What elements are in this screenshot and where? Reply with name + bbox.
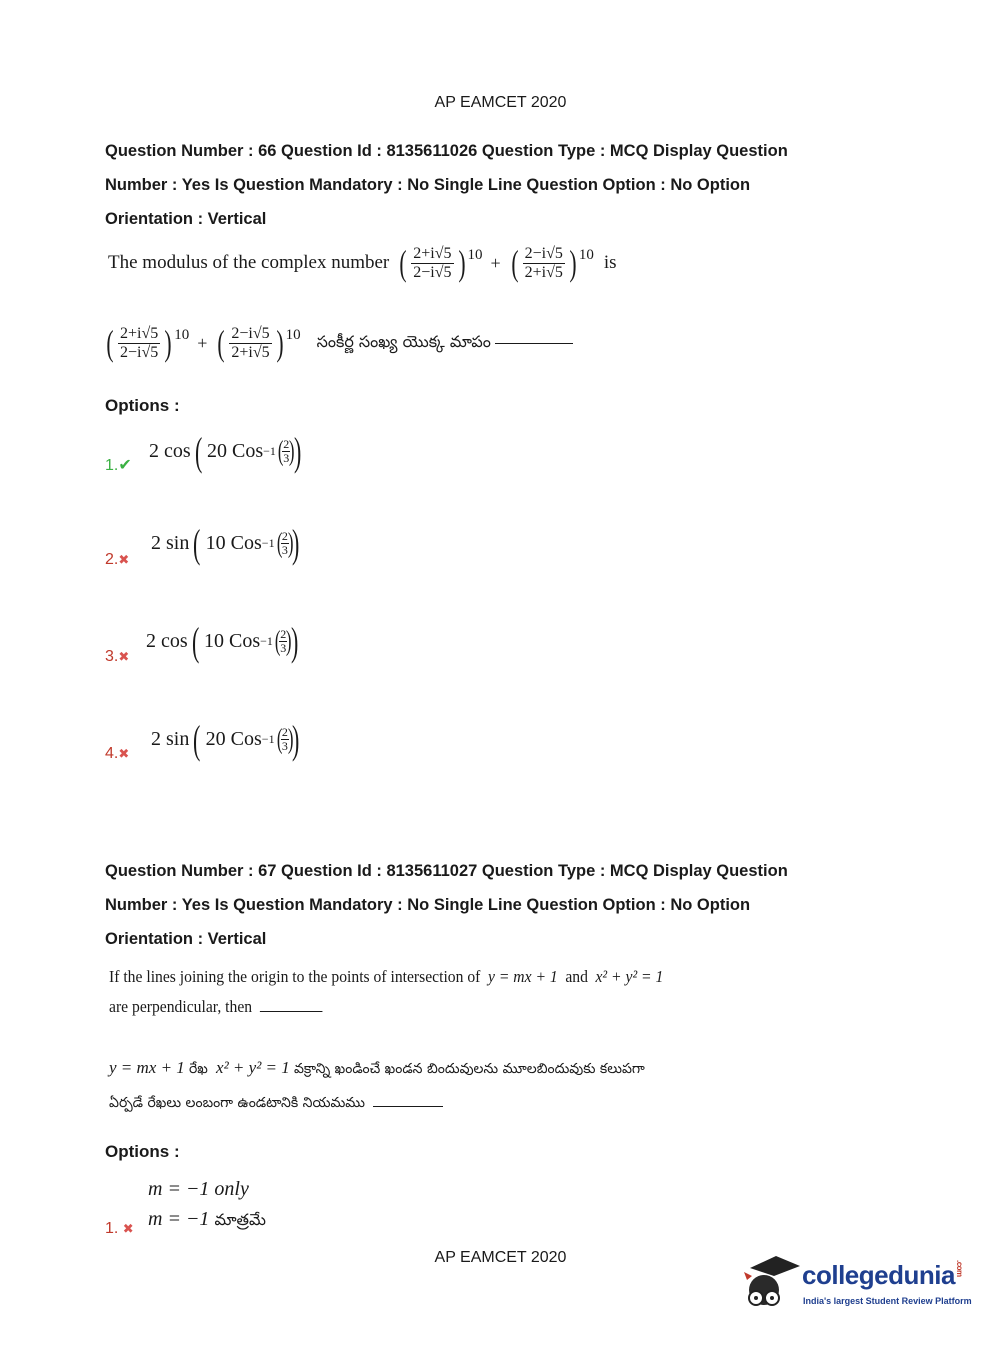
option-frac-num: 2 [281,725,288,740]
option-frac-num: 2 [280,627,287,642]
q67-meta [105,854,895,956]
option-number: 4. [105,745,119,762]
frac1-den: 2−i√5 [413,263,452,281]
answer-blank [373,1105,443,1107]
option-inverse: Cos [230,728,262,750]
q66-question-en [108,242,617,284]
q67-eq1: y = mx + 1 [487,967,558,986]
option-inverse-sup: −1 [260,634,273,648]
option-inverse-sup: −1 [261,732,275,746]
q66-option-3-number [105,648,129,666]
q66-text-en: The modulus of the complex number [108,252,390,273]
q66-option-1: 2 cos ( 20 Cos −1 ( $\frac{2}{3}$ ) ) [149,429,301,474]
q66-meta-line1: Question Number : 66 Question Id : 8135611026 Question Type : MCQ Display Question [105,142,788,160]
option-frac-num: 2 [283,437,290,452]
q67-line1-text: If the lines joining the origin to the points of intersection of [109,967,481,986]
option-function: 2 cos [146,630,188,652]
q67-opt1-en: m = −1 only [148,1178,249,1200]
q66-option-3: 2 cos ( 10 Cos −1 ( $\frac{2}{3}$ ) ) [146,619,298,664]
q66-options-label: Options : [105,396,180,415]
option-number: 1. [105,1220,119,1237]
option-coefficient: 10 [204,630,224,652]
q66-option-2: 2 sin ( 10 Cos −1 ( $\frac{2}{3}$ ) ) [151,521,300,566]
q67-meta-line2: Number : Yes Is Question Mandatory : No Single Line Question Option : No Option [105,896,751,914]
option-function: 2 sin [151,532,190,554]
q67-te-b: వక్రాన్ని ఖండించే ఖండన బిందువులను మూలబిందువుకు కలుపగా [293,1061,645,1077]
cross-icon: ✖ [122,1221,134,1236]
option-inverse-sup: −1 [261,536,275,550]
answer-blank [260,1010,323,1012]
q67-opt1-te: మాత్రమే [214,1210,266,1229]
q67-te-eq1: y = mx + 1 [109,1058,185,1077]
q66-expression-en: ( $\frac{2+i√5}{2-i√5}$ ) 10 + ( $\frac{2-i√5}{2+i√5}$ ) 10 [399,243,594,283]
q67-meta-line1: Question Number : 67 Question Id : 8135611027 Question Type : MCQ Display Question [105,862,788,880]
option-coefficient: 10 [205,532,226,554]
frac2-num: 2−i√5 [524,244,563,262]
frac1-den: 2−i√5 [120,343,159,361]
option-inverse: Cos [232,440,264,462]
cross-icon: ✖ [118,552,130,567]
plus-sign: + [197,332,208,353]
collegedunia-logo [742,1250,972,1322]
q67-options-label: Options : [105,1142,180,1161]
q67-te-a: రేఖ [188,1061,208,1077]
logo-name: collegedunia [802,1260,955,1290]
q67-line2-text: are perpendicular, then [109,997,253,1016]
frac2-num: 2−i√5 [231,324,270,342]
q67-question-te [109,1046,645,1125]
q66-expression-te: ( $\frac{2+i√5}{2-i√5}$ ) 10 + ( $\frac{2-i√5}{2+i√5}$ ) 10 [106,323,301,363]
option-coefficient: 20 [207,440,227,462]
check-icon: ✔ [118,457,132,474]
option-frac-den: 3 [281,739,288,753]
frac2-den: 2+i√5 [231,343,270,361]
plus-sign: + [490,252,501,273]
power: 10 [578,246,594,263]
cross-icon: ✖ [118,649,130,664]
q66-text-en-end: is [603,252,617,273]
logo-suffix: .com [954,1260,964,1277]
cross-icon: ✖ [118,746,130,761]
option-inverse: Cos [230,532,262,554]
option-number: 3. [105,648,119,665]
q67-and: and [565,967,588,986]
q67-option-1-number [105,1220,134,1238]
option-coefficient: 20 [205,728,226,750]
q66-text-te: సంకీర్ణ సంఖ్య యొక్క మాపం [316,331,491,351]
option-function: 2 cos [149,440,191,462]
q66-option-4: 2 sin ( 20 Cos −1 ( $\frac{2}{3}$ ) ) [151,717,300,762]
option-number: 1. [105,457,119,474]
q66-meta-line2: Number : Yes Is Question Mandatory : No Single Line Question Option : No Option [105,176,751,194]
option-frac-den: 3 [280,641,287,655]
q66-question-te [104,322,573,364]
option-inverse: Cos [229,630,261,652]
option-inverse-sup: −1 [263,444,276,458]
q66-option-4-number [105,745,129,763]
power: 10 [174,326,190,343]
q67-te-eq2: x² + y² = 1 [216,1058,290,1077]
q67-opt1-te-eq: m = −1 [148,1208,210,1230]
q67-eq2: x² + y² = 1 [595,967,664,986]
option-function: 2 sin [151,728,190,750]
frac1-num: 2+i√5 [413,244,452,262]
page-header: AP EAMCET 2020 [434,94,567,111]
frac1-num: 2+i√5 [120,324,159,342]
q66-option-1-number [105,455,132,475]
answer-blank [495,342,573,344]
q66-meta [105,134,895,236]
option-frac-num: 2 [281,529,288,544]
q67-option-1 [148,1174,266,1235]
q66-option-2-number [105,551,129,569]
q67-meta-line3: Orientation : Vertical [105,930,267,948]
q67-te-line2: ఏర్పడే రేఖలు లంబంగా ఉండటానికి నియమము [109,1095,365,1111]
option-number: 2. [105,551,119,568]
q66-meta-line3: Orientation : Vertical [105,210,267,228]
power: 10 [285,326,301,343]
power: 10 [467,246,483,263]
logo-tagline: India's largest Student Review Platform [803,1296,972,1306]
q67-question-en [109,962,663,1022]
option-frac-den: 3 [283,451,290,465]
page-footer: AP EAMCET 2020 [434,1249,567,1266]
mascot-icon [742,1250,802,1320]
option-frac-den: 3 [281,543,288,557]
frac2-den: 2+i√5 [524,263,563,281]
